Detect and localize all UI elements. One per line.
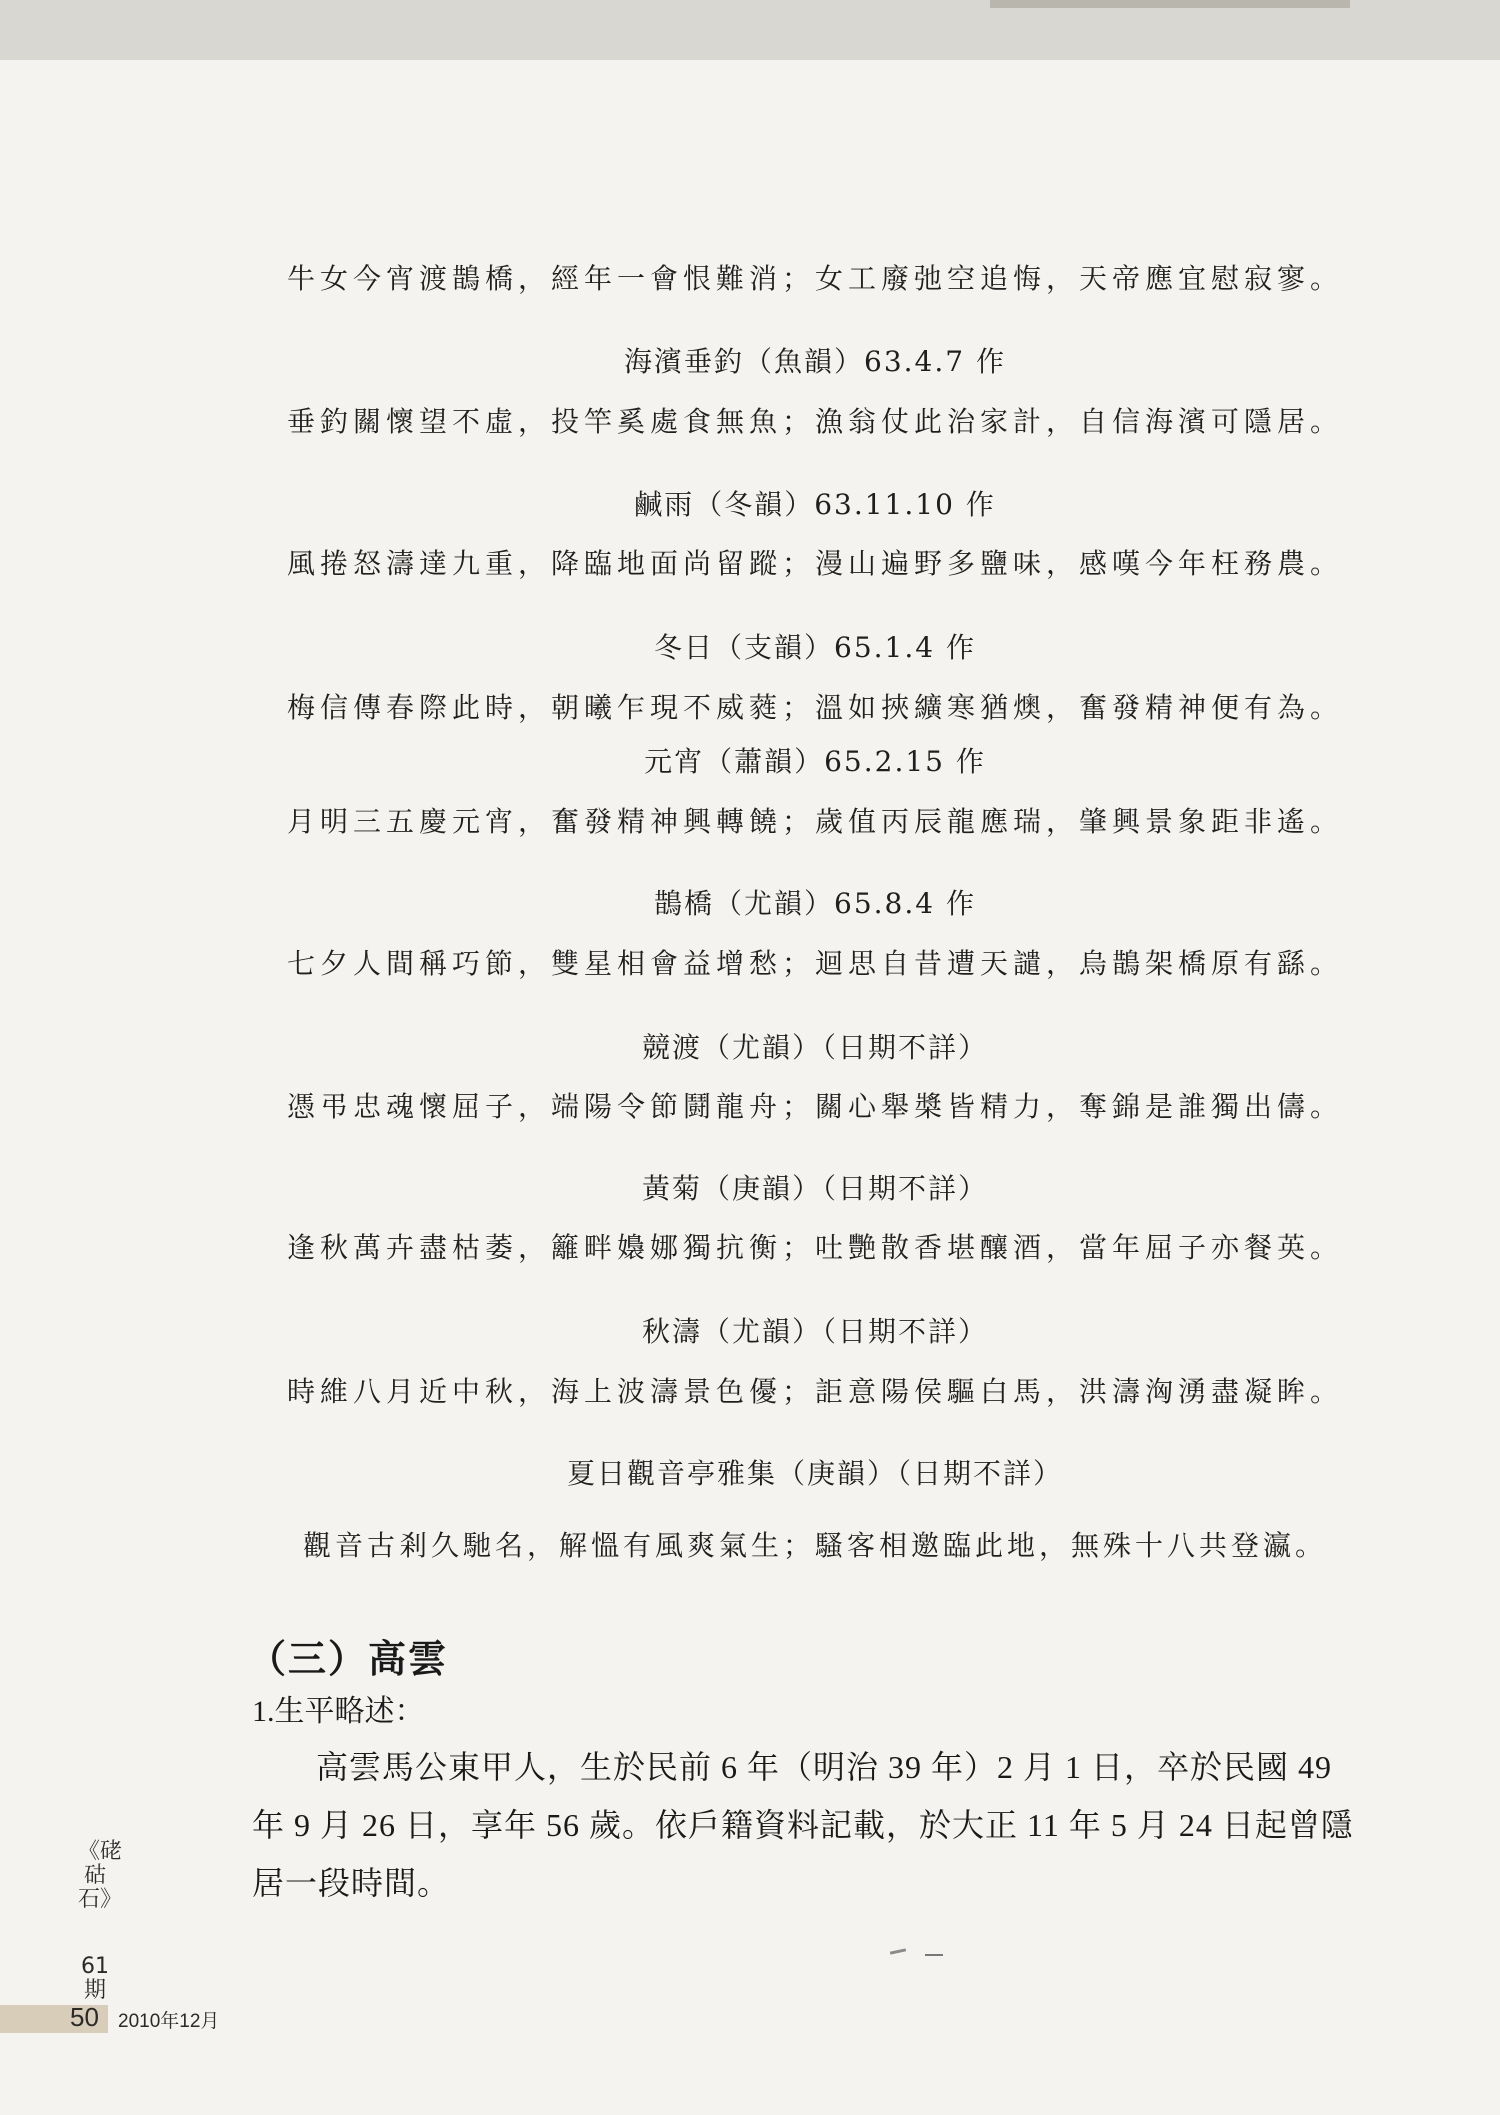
poem-title: 鵲橋（尤韻）65.8.4 作 <box>654 887 976 920</box>
section-subheading: 1.生平略述： <box>252 1695 425 1728</box>
poem-title: 競渡（尤韻）（日期不詳） <box>641 1031 988 1064</box>
poem-line: 時維八月近中秋，海上波濤景色優；詎意陽侯驅白馬，洪濤洶湧盡凝眸。 <box>286 1375 1343 1408</box>
poem-line: 垂釣關懷望不虛，投竿奚處食無魚；漁翁仗此治家計，自信海濱可隱居。 <box>286 405 1343 438</box>
poem-line: 風捲怒濤達九重，降臨地面尚留蹤；漫山遍野多鹽味，感嘆今年枉務農。 <box>286 547 1343 580</box>
journal-name-vertical: 《硓𥑮石》 <box>78 1839 123 1912</box>
poem-line: 月明三五慶元宵，奮發精神興轉饒；歲值丙辰龍應瑞，肇興景象距非遙。 <box>286 805 1343 838</box>
poem-title: 夏日觀音亭雅集（庚韻）（日期不詳） <box>566 1457 1063 1490</box>
poem-line: 逢秋萬卉盡枯萎，籬畔嬝娜獨抗衡；吐艷散香堪釀酒，當年屈子亦餐英。 <box>286 1231 1343 1264</box>
poem-line: 憑弔忠魂懷屈子，端陽令節鬪龍舟；關心舉槳皆精力，奪錦是誰獨出儔。 <box>286 1090 1343 1123</box>
poem-line: 觀音古剎久馳名，解慍有風爽氣生；騷客相邀臨此地，無殊十八共登瀛。 <box>302 1531 1327 1562</box>
poem-line: 梅信傳春際此時，朝曦乍現不威蕤；溫如挾纊寒猶燠，奮發精神便有為。 <box>286 691 1343 724</box>
page-top-band <box>0 0 1500 60</box>
scan-speck <box>925 1954 943 1956</box>
poem-title: 鹹雨（冬韻）63.11.10 作 <box>634 488 996 521</box>
biography-paragraph: 高雲馬公東甲人，生於民前 6 年（明治 39 年）2 月 1 日，卒於民國 49 年 9 月 26 日，享年 56 歲。依戶籍資料記載，於大正 11 年 5 月 24 日起曾隱居一段時間。 <box>252 1749 1354 1901</box>
page-number: 50 <box>70 2002 99 2032</box>
poem-title: 秋濤（尤韻）（日期不詳） <box>641 1315 988 1348</box>
poem-title: 冬日（支韻）65.1.4 作 <box>654 631 976 664</box>
journal-issue-vertical: 61期 <box>81 1954 109 2003</box>
poem-title: 海濱垂釣（魚韻）63.4.7 作 <box>624 345 1006 378</box>
poem-line: 牛女今宵渡鵲橋，經年一會恨難消；女工廢弛空追悔，天帝應宜慰寂寥。 <box>286 262 1343 295</box>
scan-speck <box>890 1948 906 1954</box>
page-top-edge <box>990 0 1350 8</box>
section-heading: （三）高雲 <box>248 1639 449 1681</box>
poem-line: 七夕人間稱巧節，雙星相會益增愁；迴思自昔遭天譴，烏鵲架橋原有繇。 <box>286 947 1343 980</box>
poem-title: 黃菊（庚韻）（日期不詳） <box>641 1172 988 1205</box>
issue-date: 2010年12月 <box>118 2011 220 2032</box>
poem-title: 元宵（蕭韻）65.2.15 作 <box>644 745 986 778</box>
